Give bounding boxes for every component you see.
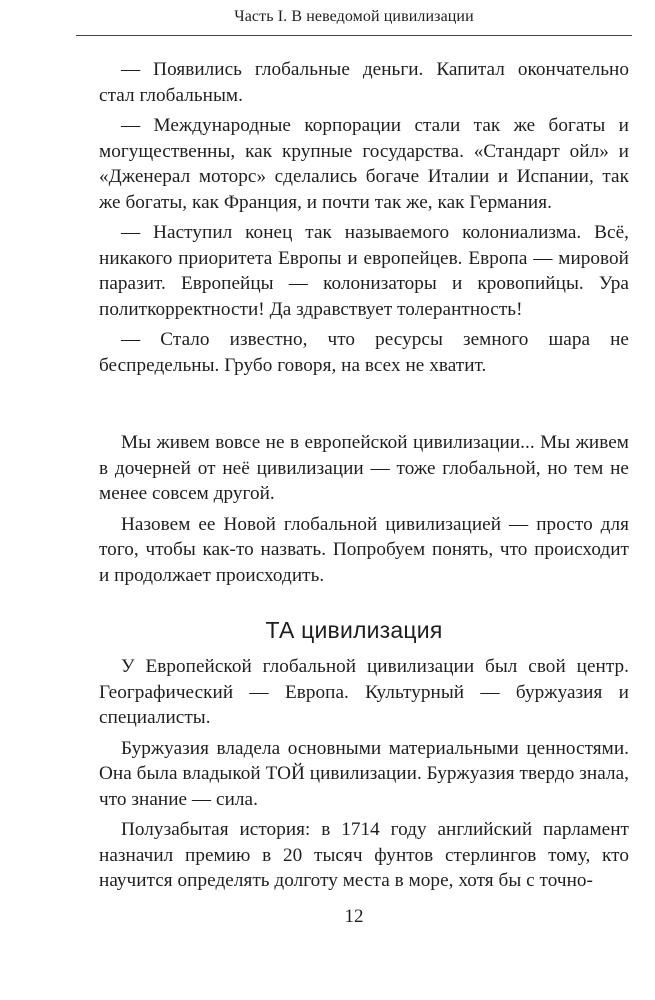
paragraph-corporations: — Международные корпорации стали так же богаты и могущественны, как крупные государства. «Стандарт ойл» и «Дженерал моторс» сделались богаче Италии и Испании, так же богаты, как Франция, и почти так же, как Германия.	[99, 115, 629, 213]
paragraph-bourgeoisie: Буржуазия владела основными материальными ценностями. Она была владыкой ТОЙ цивилизации. Буржуазия твердо знала, что знание — сила.	[99, 737, 629, 810]
paragraph-global-money: — Появились глобальные деньги. Капитал окончательно стал глобальным.	[99, 59, 629, 106]
running-head: Часть I. В неведомой цивилизации	[234, 8, 474, 25]
paragraph-new-global-civilization: Назовем ее Новой глобальной цивилизацией — просто для того, чтобы как-то назвать. Попробуем понять, что происходит и продолжает происходить.	[99, 513, 629, 586]
paragraph-colonialism: — Наступил конец так называемого колониализма. Всё, никакого приоритета Европы и европейцев. Европа — мировой паразит. Европейцы — колонизаторы и кровопийцы. Ура политкорректности! Да здравствует толерантность!	[99, 222, 629, 320]
civilization-block	[99, 430, 629, 588]
bullet-list-block	[99, 57, 629, 378]
page-number: 12	[344, 906, 364, 927]
paragraph-history: Полузабытая история: в 1714 году английский парламент назначил премию в 20 тысяч фунтов стерлингов тому, кто научится определять долготу места в море, хотя бы с точно-	[99, 819, 629, 891]
paragraph-center: У Европейской глобальной цивилизации был свой центр. Географический — Европа. Культурный — буржуазия и специалисты.	[99, 656, 629, 728]
paragraph-daughter-civilization: Мы живем вовсе не в европейской цивилизации... Мы живем в дочерней от неё цивилизации — тоже глобальной, но тем не менее совсем другой.	[99, 432, 629, 504]
that-civilization-block	[99, 654, 629, 894]
paragraph-resources: — Стало известно, что ресурсы земного шара не беспредельны. Грубо говоря, на всех не хватит.	[99, 329, 629, 376]
section-heading: ТА цивилизация	[265, 617, 443, 643]
header-rule	[76, 35, 632, 36]
